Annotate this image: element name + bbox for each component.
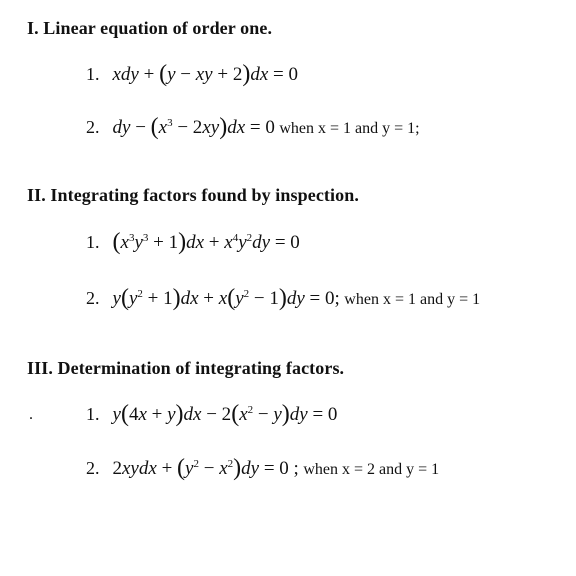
equation-number: 1. bbox=[86, 404, 100, 424]
equation-number: 2. bbox=[86, 117, 100, 137]
equation-condition: when x = 2 and y = 1 bbox=[303, 461, 440, 478]
equation-expression: dy − $(x^3 - 2xy)dx = 0$ bbox=[112, 114, 275, 140]
equation-expression: $y(4x + y)dx - 2(x^2 - y)dy = 0$ bbox=[112, 401, 338, 427]
equation-number: 1. bbox=[86, 232, 100, 252]
section-1-equation-1 bbox=[86, 61, 298, 87]
section-2-equation-2 bbox=[86, 285, 481, 311]
section-1-heading: I. Linear equation of order one. bbox=[27, 18, 273, 38]
section-3-heading: III. Determination of integrating factors. bbox=[27, 358, 345, 378]
equation-expression: 2xydx + $(y^2 - x^2)dy = 0$ ; bbox=[112, 455, 299, 481]
section-3-equation-2 bbox=[86, 455, 440, 481]
equation-number: 2. bbox=[86, 288, 100, 308]
equation-expression: $(x^3y^3 + 1)dx + x^4y^2dy = 0$ bbox=[112, 229, 300, 255]
section-1-equation-2 bbox=[86, 114, 420, 140]
equation-number: 2. bbox=[86, 458, 100, 478]
section-2-heading: II. Integrating factors found by inspection. bbox=[27, 185, 359, 205]
equation-expression: xdy + (y − xy + 2)dx = 0 bbox=[112, 61, 298, 87]
equation-number: 1. bbox=[86, 64, 100, 84]
equation-condition: when x = 1 and y = 1; bbox=[279, 120, 420, 137]
equation-condition: when x = 1 and y = 1 bbox=[344, 291, 481, 308]
stray-mark: . bbox=[29, 406, 33, 423]
equation-expression: $y(y^2 + 1)dx + x(y^2 - 1)dy = 0$; bbox=[112, 285, 340, 311]
section-2-equation-1 bbox=[86, 229, 300, 255]
section-3-equation-1 bbox=[86, 401, 338, 427]
